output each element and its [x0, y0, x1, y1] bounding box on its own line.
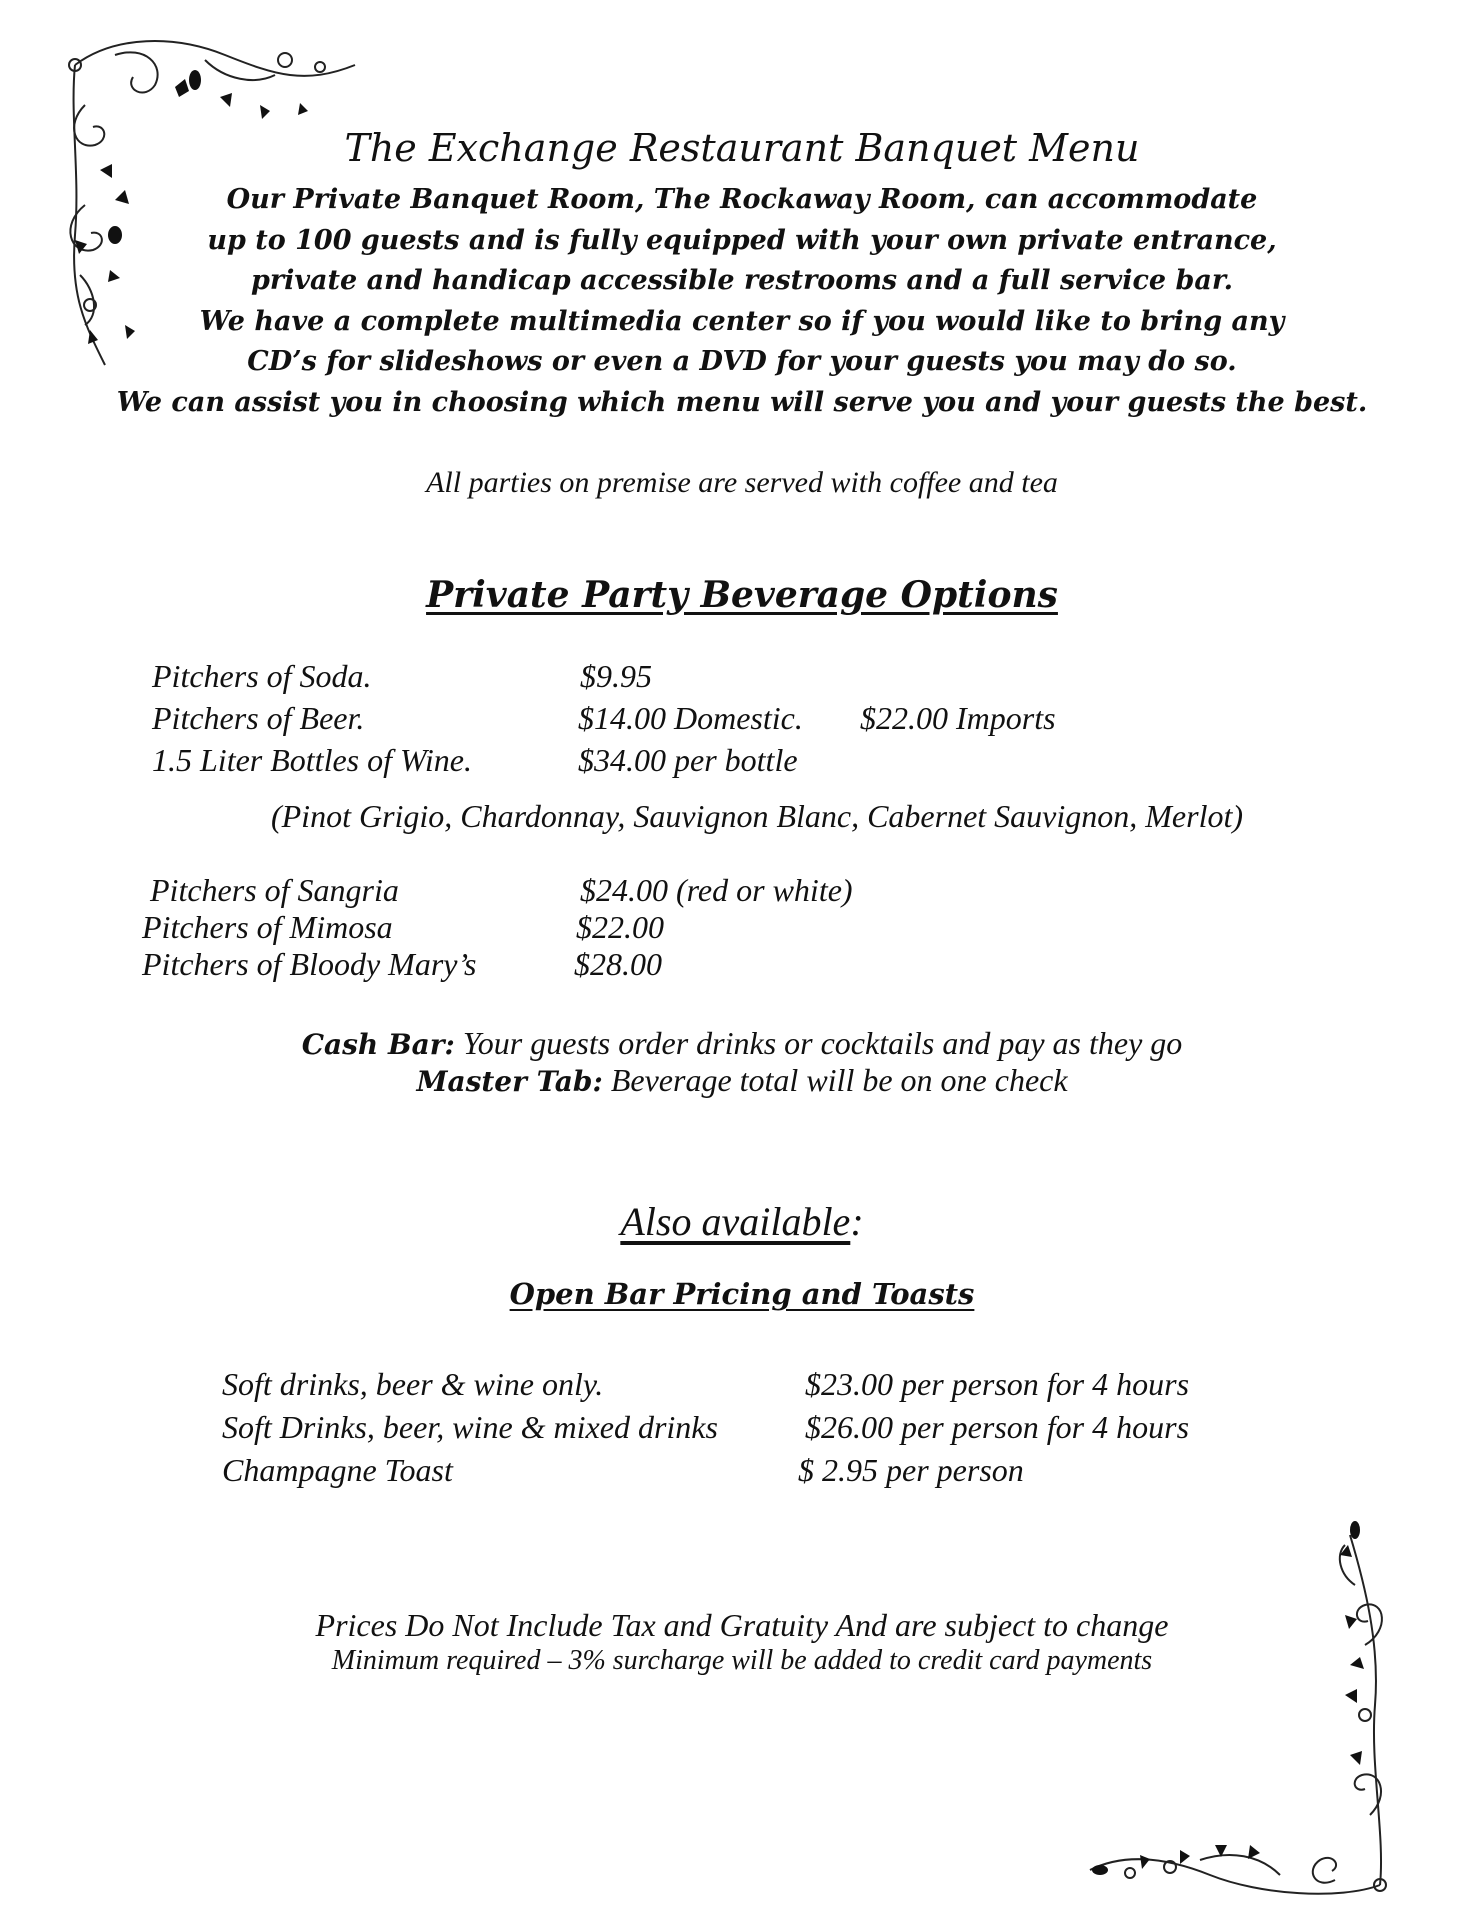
open-bar-item-name: Soft drinks, beer & wine only.	[222, 1366, 604, 1402]
page-title: The Exchange Restaurant Banquet Menu	[344, 126, 1140, 170]
pitcher-item-name: Pitchers of Mimosa	[142, 909, 393, 945]
beverage-item-price: $34.00 per bottle	[578, 742, 798, 778]
pitcher-item-price: $22.00	[576, 909, 664, 945]
intro-line: CD’s for slideshows or even a DVD for your guests you may do so.	[247, 346, 1237, 377]
intro-line: We have a complete multimedia center so if you would like to bring any	[199, 305, 1285, 337]
master-tab-line	[0, 1061, 1484, 1101]
open-bar-item-name: Soft Drinks, beer, wine & mixed drinks	[222, 1409, 718, 1445]
intro-line: up to 100 guests and is fully equipped with your own private entrance,	[207, 224, 1277, 256]
beverage-item-name: 1.5 Liter Bottles of Wine.	[152, 742, 472, 778]
intro-paragraph	[0, 180, 1484, 423]
pitcher-item-price: $24.00 (red or white)	[580, 872, 853, 908]
footer-surcharge-note: Minimum required – 3% surcharge will be added to credit card payments	[331, 1645, 1153, 1676]
beverage-item-name: Pitchers of Beer.	[152, 700, 365, 736]
also-available-heading	[0, 1197, 1484, 1247]
coffee-note: All parties on premise are served with coffee and tea	[426, 466, 1058, 499]
master-tab-text: Beverage total will be on one check	[610, 1062, 1068, 1098]
open-bar-item-name: Champagne Toast	[222, 1452, 453, 1488]
wine-varieties-note: (Pinot Grigio, Chardonnay, Sauvignon Blanc, Cabernet Sauvignon, Merlot)	[270, 798, 1244, 834]
master-tab-label: Master Tab:	[416, 1065, 603, 1098]
also-available-colon: :	[850, 1199, 864, 1244]
cash-bar-line	[0, 1024, 1484, 1064]
open-bar-heading: Open Bar Pricing and Toasts	[509, 1277, 975, 1311]
open-bar-item-price: $26.00 per person for 4 hours	[805, 1409, 1190, 1445]
intro-line: Our Private Banquet Room, The Rockaway Room, can accommodate	[226, 184, 1258, 215]
cash-bar-label: Cash Bar:	[301, 1028, 455, 1061]
pitcher-item-name: Pitchers of Bloody Mary’s	[142, 946, 477, 982]
beverage-item-price: $14.00 Domestic.	[578, 700, 803, 736]
beverage-item-extra-price: $22.00 Imports	[860, 700, 1056, 736]
open-bar-item-price: $ 2.95 per person	[798, 1452, 1024, 1488]
also-available-text: Also available	[620, 1199, 851, 1244]
beverage-options-heading: Private Party Beverage Options	[426, 574, 1058, 616]
open-bar-item-price: $23.00 per person for 4 hours	[805, 1366, 1190, 1402]
cash-bar-text: Your guests order drinks or cocktails and pay as they go	[462, 1025, 1183, 1061]
floral-corner-bottom-right-icon	[1080, 1515, 1400, 1905]
footer-tax-note: Prices Do Not Include Tax and Gratuity And are subject to change	[315, 1607, 1169, 1643]
beverage-item-name: Pitchers of Soda.	[152, 658, 372, 694]
beverage-item-price: $9.95	[580, 658, 652, 694]
intro-line: We can assist you in choosing which menu will serve you and your guests the best.	[116, 386, 1368, 418]
pitcher-item-price: $28.00	[574, 946, 662, 982]
intro-line: private and handicap accessible restrooms and a full service bar.	[250, 265, 1234, 296]
pitcher-item-name: Pitchers of Sangria	[150, 872, 399, 908]
